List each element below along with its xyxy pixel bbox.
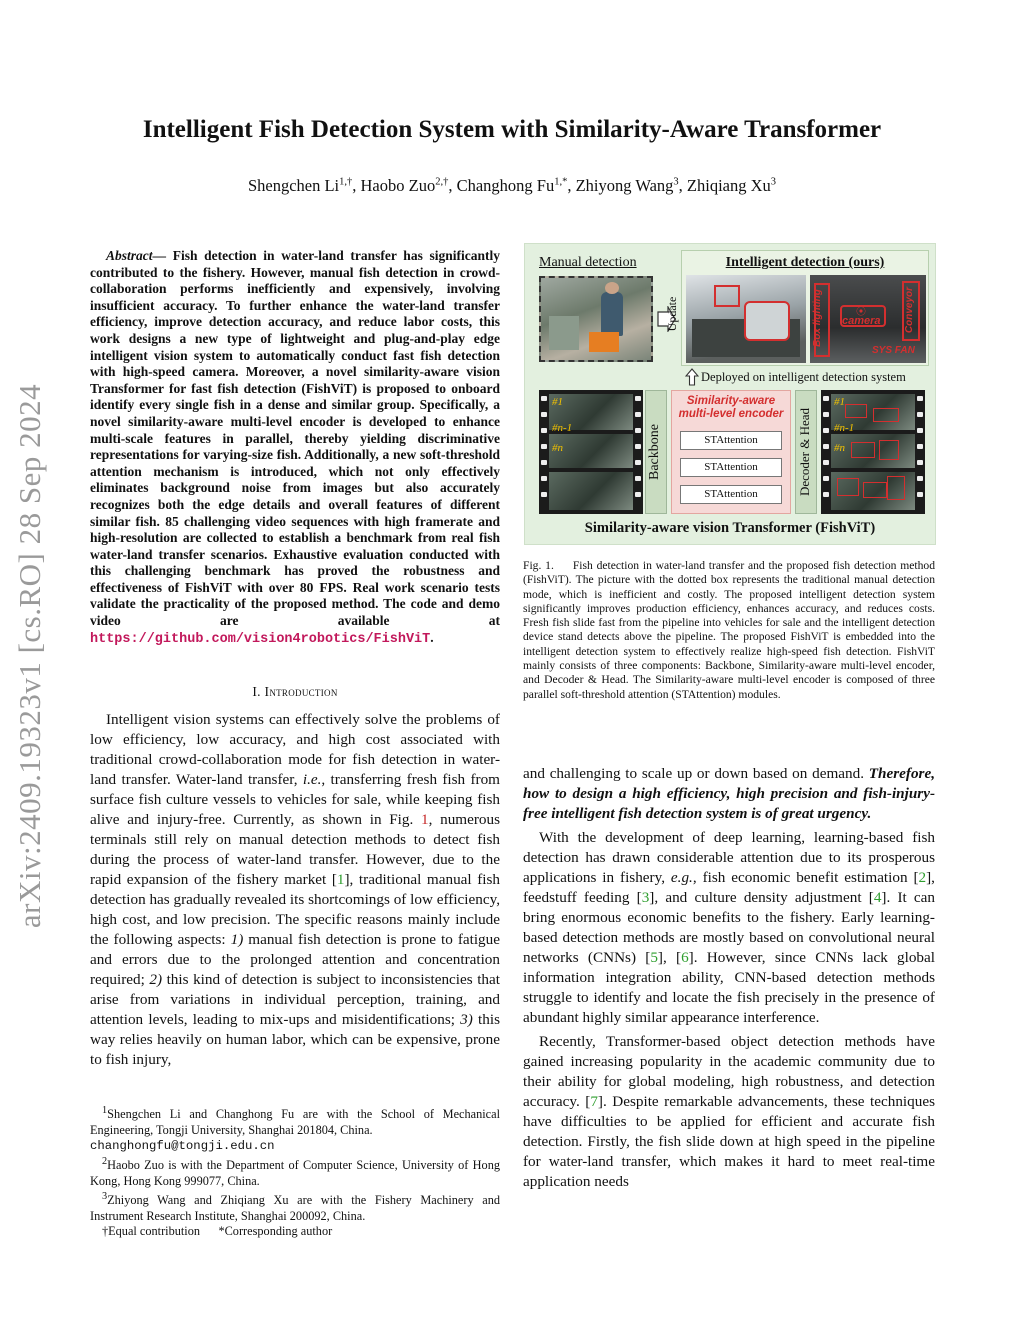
intelligent-detection-panel (681, 250, 929, 366)
frame-tag: #n-1 (834, 422, 855, 434)
author-name: Changhong Fu (456, 176, 555, 195)
encoder-title-line1: Similarity-aware (686, 395, 776, 407)
right-column-text: and challenging to scale up or down based on demand. Therefore, how to design a high efficiency, high precision and fish-injury-free intelligent fish detection system is of great urgency. With the development of deep learning, learning-based fish detection has drawn considerable attention due to its prosperous applications in fishery, e.g., fish economic benefit estimation [2], feedstuff feeding [3], and culture density adjustment [4]. It can bring enormous economic benefits to the fishery. Early learning-based detection methods are mostly based on convolutional neural networks (CNNs) [5], [6]. However, since CNNs lack global information integration ability, CNN-based detection methods struggle to identify and locate the fish precisely in the presence of abundant highly similar appearance interference. Recently, Transformer-based object detection methods have gained increasing popularity in the academic community due to their ability for global modeling, high robustness, and detection accuracy. [7]. Despite remarkable advancements, these techniques have difficulties to be applied for efficient and accurate fish detection. Firstly, the fish slide down at high speed in the pipeline for water-land transfer, which makes it hard to meet real-time application needs (523, 765, 936, 1190)
encoder-title-line2: multi-level encoder (678, 408, 784, 420)
citation-link[interactable]: 6 (681, 949, 689, 966)
citation-link[interactable]: 3 (641, 889, 650, 906)
frame-tag: #1 (552, 396, 563, 408)
citation-link[interactable]: 4 (873, 889, 882, 906)
author-name: Shengchen Li (247, 176, 340, 195)
abstract-body: Fish detection in water-land transfer has significantly contributed to the fishery. However, manual fish detection in crowd-collaboration performs inefficiently and expensively, involving insufficient accuracy. To further enhance the water-land transfer efficiency, improve detection accuracy, and reduce labor costs, this work designs a new type of lightweight and plug-and-play edge intelligent vision system to automatically conduct fast fish detection with high-speed camera. Moreover, a novel similarity-aware vision Transformer for fast fish detection (FishViT) is proposed to onboard identify every single fish in a dense and similar group. Specifically, a novel similarity-aware multi-level encoder is developed to enhance multi-scale features in parallel, thereby yielding discriminative representations for varying-size fish. Additionally, a new soft-threshold attention mechanism is introduced, which not only effectively eliminates background noise from images but also accurately recognizes both the edge details and overall features of different similar fish. 85 challenging video sequences with high framerate and high-resolution are collected to establish a benchmark from real fish water-land transfer scenarios. Exhaustive evaluation conducted with this challenging benchmark has proved the robustness and effectiveness of FishViT with over 80 FPS. Real work scenario tests validate the practicality of the proposed method. The code and demo video are available at (90, 248, 501, 629)
detection-device-photo (686, 275, 806, 363)
camera-device-photo: Box lighting ⦿ camera Conveyor SYS FAN (810, 275, 926, 363)
author-name: Zhiqiang Xu (686, 176, 771, 195)
intro-paragraph: Intelligent vision systems can effectively solve the problems of low efficiency, low accuracy, and high cost associated with traditional crowd-collaboration mode for fish detection in water-land transfer. Water-land transfer, i.e., transferring fresh fish from surface fish culture vessels to vehicles for sale, while keeping fish alive and injury-free. Currently, as shown in Fig. 1, numerous terminals still rely on manual detection methods to detect fish during the process of water-land transfer. However, due to the rapid expansion of the fishery market [1], traditional manual fish detection has gradually revealed its shortcomings of low efficiency, high cost, and low precision. The specific reasons mainly include the following aspects: 1) manual fish detection is prone to fatigue and errors due to the prolonged attention and concentration required; 2) this kind of detection is subject to inconsistencies that arise from variations in individual perception, training, and attention levels, leading to mix-ups and misidentifications; 3) this way relies heavily on human labor, which can be expensive, prone to fish injury, (90, 711, 500, 1068)
citation-link[interactable]: 1 (336, 871, 345, 888)
input-frames-strip (539, 390, 643, 514)
email-link[interactable]: changhongfu@tongji.edu.cn (90, 1138, 275, 1153)
frame-tag: #n (834, 442, 845, 454)
figure-1 (524, 243, 936, 545)
author-name: Haobo Zuo (360, 176, 436, 195)
backbone-label: Backbone (647, 424, 662, 480)
conveyor-label: Conveyor (904, 286, 915, 334)
frame-tag: #n-1 (552, 422, 573, 434)
manual-detection-photo (539, 276, 653, 362)
footnotes: $^1$Shengchen Li and Changhong Fu are with the School of Mechanical Engineering, Tongji University, Shanghai 201804, China. changhongfu@tongji.edu.cn $^2$Haobo Zuo is with the Department of Computer Science, University of Hong Kong, Hong Kong 999077, China. $^3$Zhiyong Wang and Zhiqiang Xu are with the Fishery Machinery and Instrument Research Institute, Shanghai 200092, China. †Equal contribution *Corresponding author (90, 1105, 500, 1239)
stattention-block: STAttention (680, 431, 782, 450)
fishvit-title: Similarity-aware vision Transformer (FishViT) (584, 520, 876, 536)
decoder-head-label: Decoder & Head (797, 407, 812, 497)
stattention-block: STAttention (680, 458, 782, 477)
deployed-label: Deployed on intelligent detection system (701, 370, 906, 384)
author-name: Zhiyong Wang (575, 176, 674, 195)
manual-detection-label: Manual detection (539, 255, 637, 270)
frame-tag: #1 (834, 396, 845, 408)
paper-title: Intelligent Fish Detection System with Similarity-Aware Transformer (142, 116, 882, 143)
stattention-block: STAttention (680, 485, 782, 504)
output-frames-strip (821, 390, 925, 514)
intelligent-detection-label: Intelligent detection (ours) (725, 255, 885, 270)
box-lighting-label: Box lighting (812, 289, 823, 347)
citation-link[interactable]: 5 (650, 949, 658, 966)
figure-reference[interactable]: 1 (421, 811, 429, 828)
deployed-arrow-icon (685, 368, 699, 386)
sys-fan-label: SYS FAN (872, 345, 915, 356)
camera-label: camera (842, 315, 881, 327)
abstract-label: Abstract (106, 248, 153, 263)
figure-caption: Fig. 1. Fish detection in water-land transfer and the proposed fish detection method (FishViT). The picture with the dotted box represents the traditional manual detection mode, which is inefficient and costly. The proposed intelligent detection system significantly improves production efficiency, enhances accuracy, and reduces costs. Fresh fish slide fast from the pipeline into vehicles for sale and the intelligent detection device stand detects above the pipeline. The proposed FishViT is embedded into the intelligent detection system to effectively realize high-speed fish detection. FishViT mainly consists of three components: Backbone, Similarity-aware multi-level encoder, and Decoder & Head. The Similarity-aware multi-level encoder is composed of three parallel soft-threshold attention (STAttention) modules. (523, 559, 935, 701)
citation-link[interactable]: 7 (590, 1093, 598, 1110)
encoder-block (671, 390, 791, 514)
arxiv-identifier: arXiv:2409.19323v1 [cs.RO] 28 Sep 2024 (12, 383, 47, 929)
frame-tag: #n (552, 442, 563, 454)
citation-link[interactable]: 2 (918, 869, 927, 886)
author-list: Shengchen $Li^{1,\dagger}$, Haobo Zuo$^{2,\dagger}$, Changhong $Fu^{1,*}$, Zhiyong Wang$^3$, Zhiqiang Xu$^3$ (247, 176, 777, 195)
section-heading: I. Introduction (252, 684, 338, 699)
code-link[interactable]: https://github.com/vision4robotics/FishViT (90, 631, 431, 647)
abstract: Abstract— Fish detection in water-land transfer has significantly contributed to the fishery. However, manual fish detection in crowd-collaboration performs inefficiently and expensively, involving insufficient accuracy. To further enhance the water-land transfer efficiency, improve detection accuracy, and reduce labor costs, this work designs a new type of lightweight and plug-and-play edge intelligent vision system to automatically conduct fast fish detection with high-speed camera. Moreover, a novel similarity-aware vision Transformer for fast fish detection (FishViT) is proposed to onboard identify every single fish in a dense and similar group. Specifically, a novel similarity-aware multi-level encoder is developed to enhance multi-scale features in parallel, thereby yielding discriminative representations for varying-size fish. Additionally, a new soft-threshold attention mechanism is introduced, which not only effectively eliminates background noise from images but also accurately recognizes both the edge details and overall features of different similar fish. 85 challenging video sequences with high framerate and high-resolution are collected to establish a benchmark from real fish water-land transfer scenarios. Exhaustive evaluation conducted with this challenging benchmark has proved the robustness and effectiveness of FishViT with over 80 FPS. Real work scenario tests validate the practicality of the proposed method. The code and demo video are available at https://github.com/vision4robotics/FishViT. (90, 248, 501, 647)
update-label: Update (665, 296, 679, 332)
